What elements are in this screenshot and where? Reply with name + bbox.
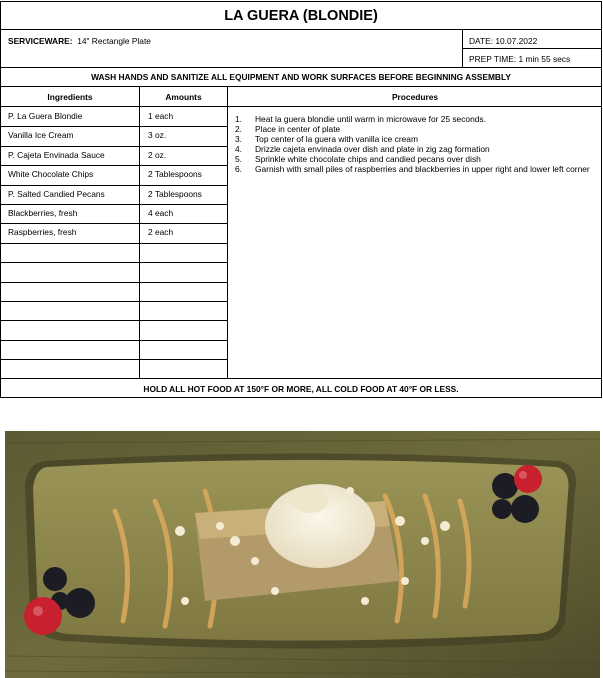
ingredient-amount: 2 Tablespoons	[148, 188, 202, 199]
row-divider	[1, 340, 228, 341]
procedures-header: Procedures	[391, 92, 439, 102]
step-text: Garnish with small piles of raspberries and blackberries in upper right and lower left corner	[255, 164, 590, 174]
prep-time-field: PREP TIME: 1 min 55 secs	[469, 54, 571, 64]
row-divider	[1, 320, 228, 321]
procedure-step	[235, 124, 590, 134]
step-text: Heat la guera blondie until warm in microwave for 25 seconds.	[255, 114, 486, 124]
serviceware-value: 14" Rectangle Plate	[77, 36, 151, 46]
procedure-list	[235, 114, 590, 174]
ingredient-name: Blackberries, fresh	[8, 208, 78, 218]
recipe-title: LA GUERA (BLONDIE)	[0, 1, 602, 30]
dessert-photo	[5, 431, 600, 678]
ingredients-header: Ingredients	[47, 92, 93, 102]
ingredient-amount: 1 each	[148, 111, 174, 121]
row-divider	[1, 126, 228, 127]
info-row	[0, 29, 602, 68]
procedure-step	[235, 164, 590, 174]
divider	[1, 106, 601, 107]
divider	[462, 48, 601, 49]
step-text: Drizzle cajeta envinada over dish and plate in zig zag formation	[255, 144, 490, 154]
ingredient-amount: 2 Tablespoons	[148, 169, 202, 180]
row-divider	[1, 204, 228, 205]
step-text: Top center of la guera with vanilla ice cream	[255, 134, 418, 144]
ingredient-amount: 4 each	[148, 208, 174, 218]
step-number: 3.	[235, 134, 242, 144]
ingredient-amount: 3 oz.	[148, 130, 167, 141]
ingredient-amount: 2 each	[148, 227, 174, 238]
step-number: 5.	[235, 154, 242, 164]
divider	[227, 87, 228, 378]
ingredient-name: Vanilla Ice Cream	[8, 130, 74, 141]
row-divider	[1, 146, 228, 147]
serviceware	[8, 36, 151, 46]
ingredient-name: Raspberries, fresh	[8, 227, 77, 238]
row-divider	[1, 359, 228, 360]
row-divider	[1, 282, 228, 283]
date-field: DATE: 10.07.2022	[469, 36, 538, 46]
ingredient-name: White Chocolate Chips	[8, 169, 94, 180]
step-text: Place in center of plate	[255, 124, 341, 134]
ingredient-amount: 2 oz.	[148, 149, 167, 160]
row-divider	[1, 223, 228, 224]
procedure-step	[235, 134, 590, 144]
ingredient-name: P. Salted Candied Pecans	[8, 188, 105, 199]
step-number: 4.	[235, 144, 242, 154]
step-number: 1.	[235, 114, 242, 124]
procedure-step	[235, 114, 590, 124]
procedure-step	[235, 154, 590, 164]
row-divider	[1, 243, 228, 244]
row-divider	[1, 262, 228, 263]
serviceware-label: SERVICEWARE:	[8, 36, 73, 46]
step-text: Sprinkle white chocolate chips and candied pecans over dish	[255, 154, 481, 164]
row-divider	[1, 165, 228, 166]
divider	[139, 87, 140, 378]
step-number: 6.	[235, 164, 242, 174]
hold-notice: HOLD ALL HOT FOOD AT 150°F OR MORE, ALL COLD FOOD AT 40°F OR LESS.	[0, 378, 602, 398]
recipe-table	[0, 86, 602, 379]
amounts-header: Amounts	[165, 92, 202, 102]
ingredient-name: P. Cajeta Envinada Sauce	[8, 149, 105, 160]
procedure-step	[235, 144, 590, 154]
wash-notice: WASH HANDS AND SANITIZE ALL EQUIPMENT AND WORK SURFACES BEFORE BEGINNING ASSEMBLY	[0, 67, 602, 87]
step-number: 2.	[235, 124, 242, 134]
row-divider	[1, 301, 228, 302]
ingredient-name: P. La Guera Blondie	[8, 111, 83, 121]
row-divider	[1, 185, 228, 186]
